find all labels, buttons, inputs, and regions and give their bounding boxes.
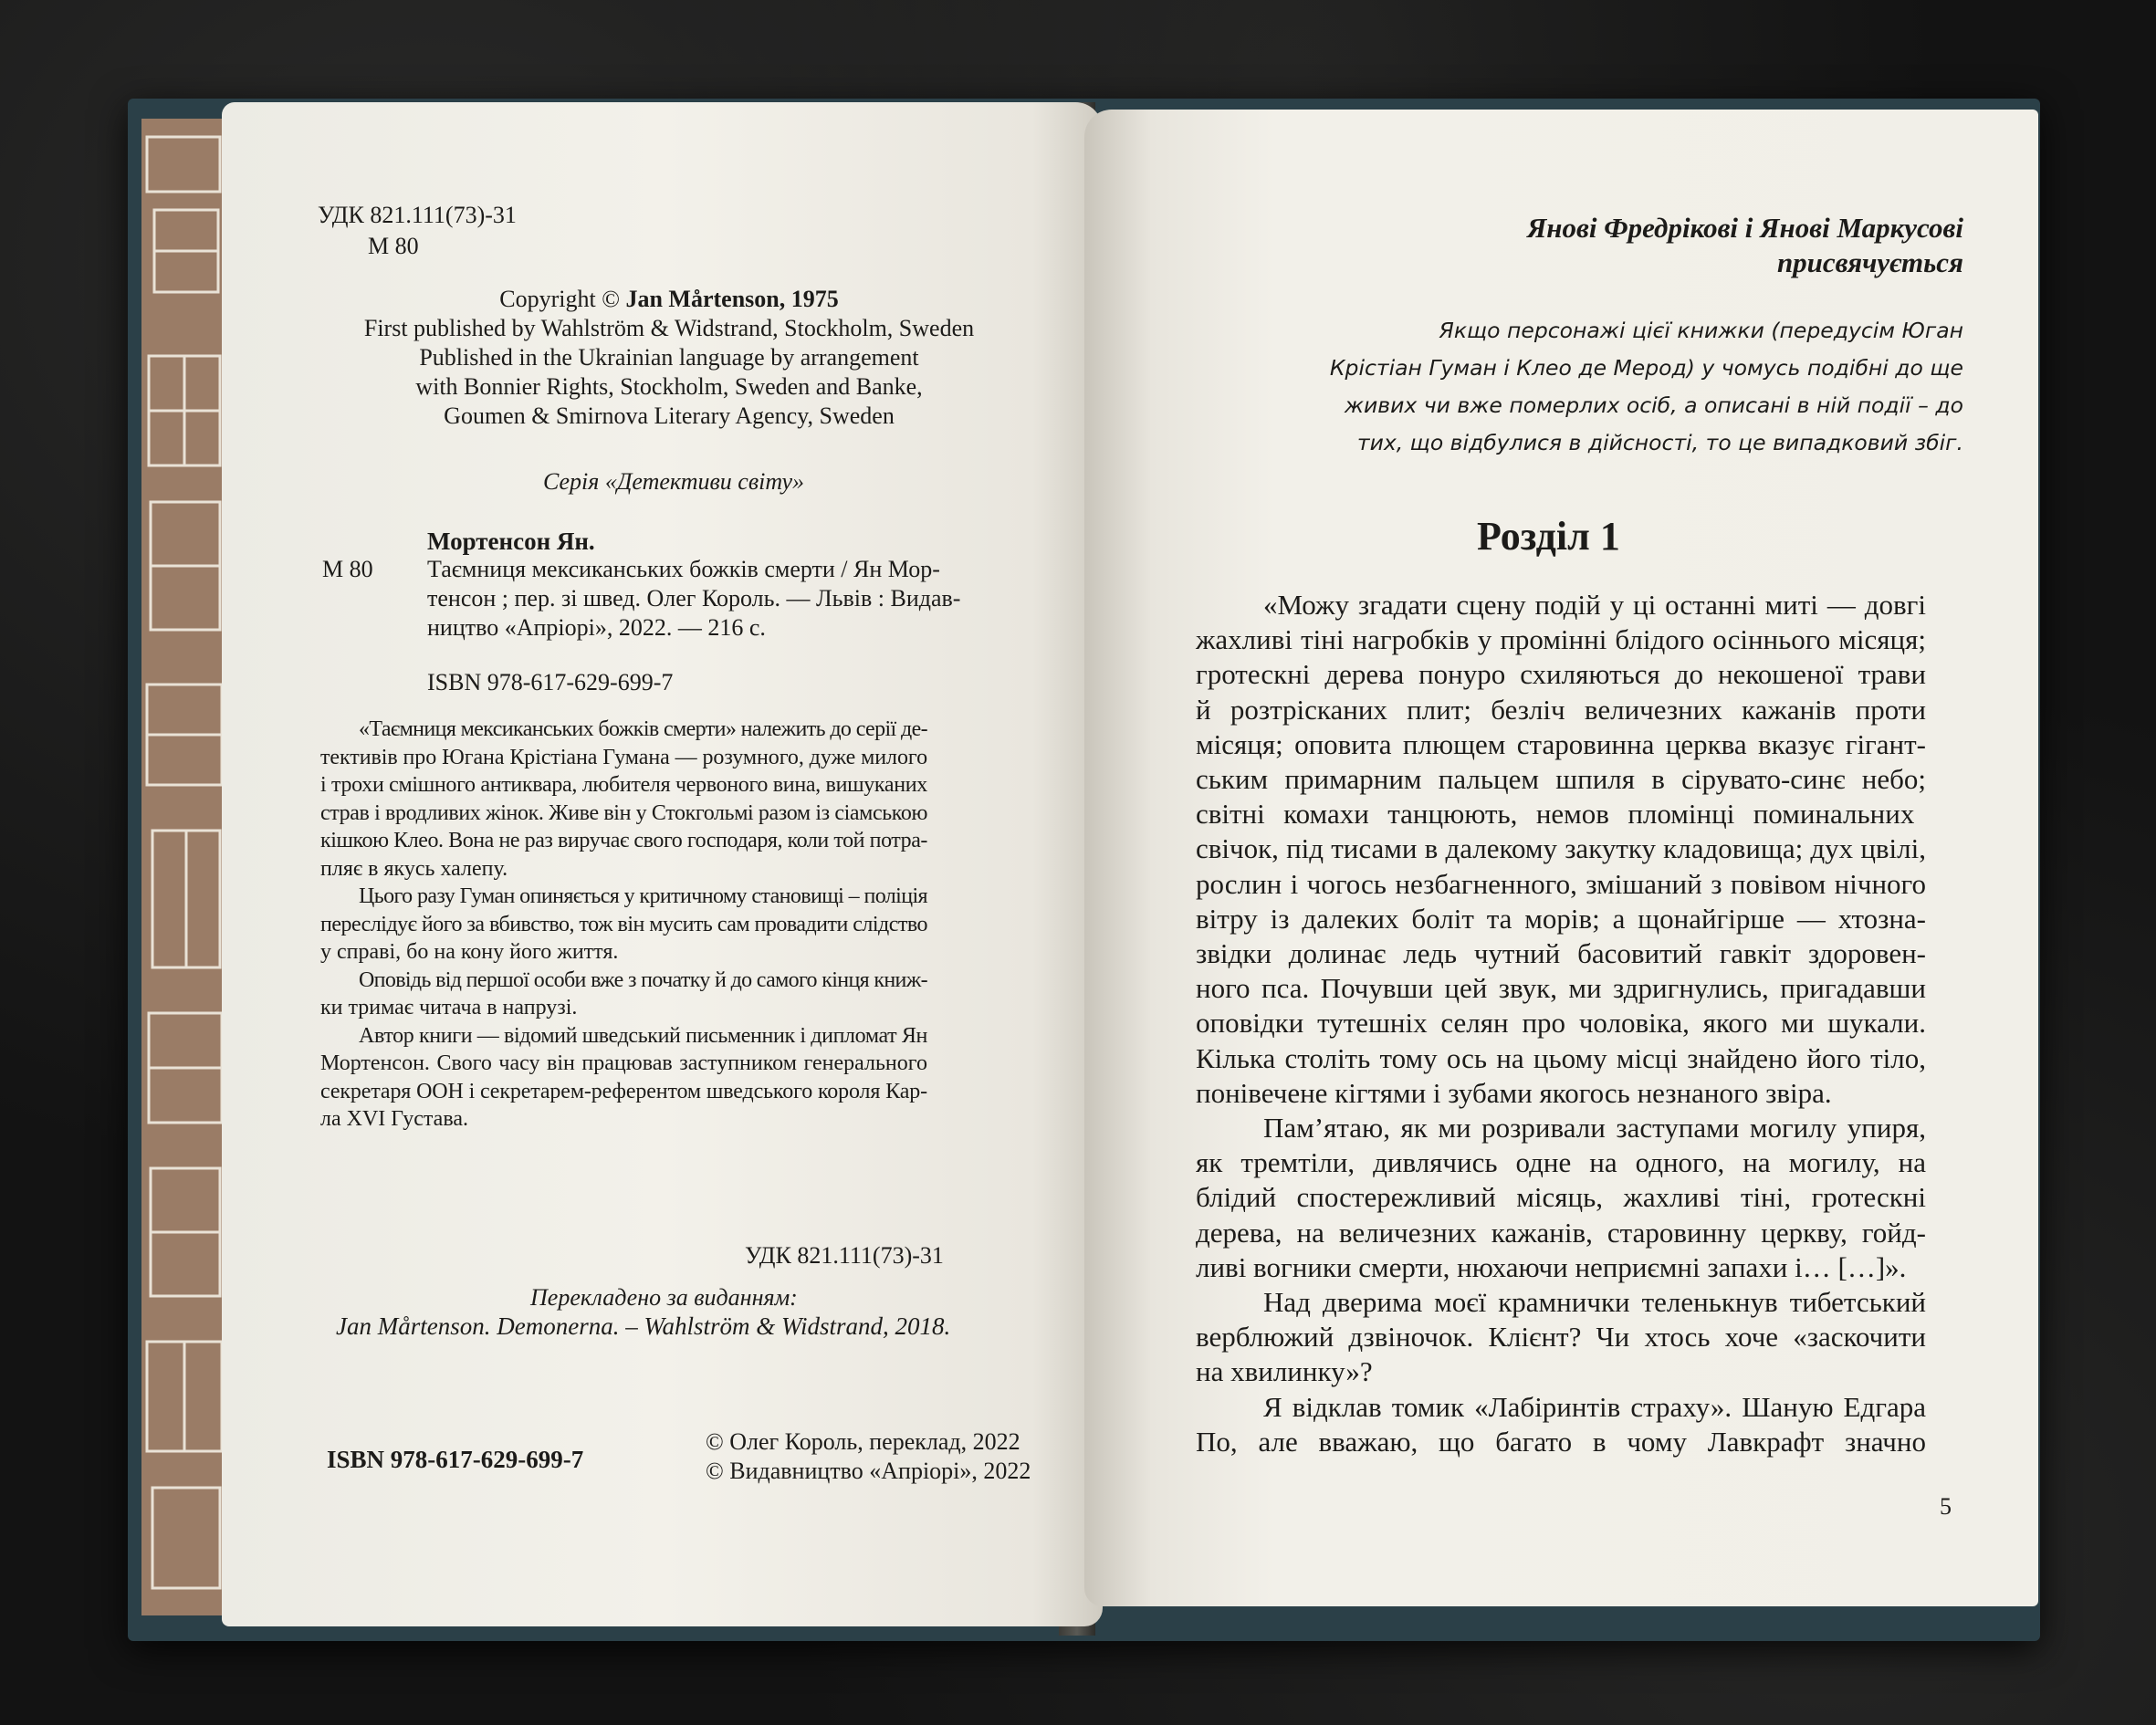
text-line: жахливі тіні нагробків у промінні блідого осіннього місяця; <box>1196 623 1926 656</box>
rights-line: Goumen & Smirnova Literary Agency, Sweden <box>444 402 895 429</box>
text-line: Я відклав томик «Лабіринтів страху». Шаную Едгара <box>1263 1390 1926 1423</box>
original-edition: Jan Mårtenson. Demonerna. – Wahlström & Widstrand, 2018. <box>336 1312 951 1340</box>
text-line: ки тримає читача в напрузі. <box>320 996 578 1019</box>
cover-artwork-strip <box>141 119 228 1615</box>
udk-top: УДК 821.111(73)-31 <box>318 202 517 228</box>
text-line: секретаря ООН і секретарем-референтом шведського короля Кар- <box>320 1079 928 1103</box>
text-line: ським примарним пальцем шпиля в сірувато-синє небо; <box>1196 763 1926 796</box>
disclaimer-line: Крістіан Гуман і Клео де Мерод) у чомусь подібні до ще <box>1329 355 1963 381</box>
cover-window-drawing <box>141 119 228 1615</box>
text-line: у справі, бо на кону його життя. <box>320 940 619 964</box>
right-page-chapter <box>1084 110 2038 1606</box>
text-line: переслідує його за вбивство, тож він мусить сам провадити слідство <box>320 912 927 936</box>
catalog-author: Мортенсон Ян. <box>427 528 595 555</box>
text-line: рослин і чогось незбагненного, змішаний з повівом нічного <box>1196 867 1926 900</box>
text-line: понівечене кігтями і зубами якогось незнаного звіра. <box>1196 1076 1832 1109</box>
dedication-line: присвячується <box>1776 246 1963 278</box>
catalog-code-top: М 80 <box>368 233 419 259</box>
text-line: дерева, на величезних кажанів, старовинну церкву, гойд- <box>1196 1216 1926 1249</box>
text-line: свічок, під тисами в далекому закутку кладовища; дух цвілі, <box>1196 832 1926 865</box>
copyright-holder: Jan Mårtenson, 1975 <box>625 286 839 312</box>
text-line: верблюжий дзвіночок. Клієнт? Чи хтось хоче «заскочити <box>1196 1321 1926 1354</box>
text-line: тективів про Югана Крістіана Гумана — розумного, дуже милого <box>320 745 927 769</box>
text-line: звідки долинає ледь чутний басовитий гавкіт здоровен- <box>1196 937 1926 970</box>
text-line: Кілька століть тому ось на цьому місці знайдено його тіло, <box>1196 1041 1926 1074</box>
text-line: гротескні дерева понуро схиляються до некошеної трави <box>1196 658 1926 691</box>
text-line: ливі вогники смерти, нюхаючи неприємні запахи і… […]». <box>1196 1250 1907 1283</box>
catalog-entry-line: тенсон ; пер. зі швед. Олег Король. — Львів : Видав- <box>427 585 961 612</box>
annotation-text <box>320 716 927 1134</box>
text-line: вітру із далеких боліт та морів; а щонайгірше — хтозна- <box>1196 902 1926 935</box>
text-line: блідий спостережливий місяць, жахливі тіні, гротескні <box>1196 1181 1926 1214</box>
text-line: страв і вродливих жінок. Живе він у Стокгольмі разом із сіамською <box>320 800 928 825</box>
catalog-entry-line: Таємниця мексиканських божків смерти / Ян Мор- <box>427 556 940 582</box>
rights-line: with Bonnier Rights, Stockholm, Sweden and Banke, <box>415 373 923 400</box>
text-line: Мортенсон. Свого часу він працював заступником генерального <box>320 1051 927 1075</box>
rights-line: Published in the Ukrainian language by arrangement <box>419 344 919 371</box>
text-line: Цього разу Гуман опиняється у критичному становищі – поліція <box>359 884 927 908</box>
series-name: Серія «Детективи світу» <box>542 468 805 495</box>
text-line: як тремтіли, дивлячись одне на одного, на могилу, на <box>1196 1146 1926 1179</box>
left-page-imprint <box>222 102 1103 1626</box>
text-line: кішкою Клео. Вона не раз виручає свого господаря, коли той потра- <box>320 829 927 852</box>
catalog-entry-line: ництво «Апріорі», 2022. — 216 с. <box>427 614 766 641</box>
text-line: Оповідь від першої особи вже з початку й до самого кінця книж- <box>359 967 927 992</box>
text-line: По, але вважаю, що багато в чому Лавкрафт значно <box>1196 1425 1926 1458</box>
copyright-prefix: Copyright © <box>499 286 626 312</box>
text-line: «Таємниця мексиканських божків смерти» належить до серії де- <box>359 717 928 741</box>
catalog-code-entry: М 80 <box>322 556 373 582</box>
isbn-entry: ISBN 978-617-629-699-7 <box>427 669 674 695</box>
chapter-title: Розділ 1 <box>1477 514 1620 559</box>
text-line: й розтрісканих плит; безліч величезних кажанів проти <box>1196 693 1926 726</box>
text-line: ного пса. Почувши цей звук, ми здригнулись, пригадавши <box>1196 972 1926 1005</box>
disclaimer-line: Якщо персонажі цієї книжки (передусім Юган <box>1439 318 1963 343</box>
text-line: «Можу згадати сцену подій у ці останні миті — довгі <box>1263 589 1926 621</box>
copyright-line <box>222 285 1116 314</box>
text-line: Над дверима моєї крамнички теленькнув тибетський <box>1263 1286 1926 1319</box>
dedication-line: Янові Фредрікові і Янові Маркусові <box>1526 212 1963 244</box>
text-line: Автор книги — відомий шведський письменник і дипломат Ян <box>359 1023 927 1048</box>
chapter-body-text <box>1196 588 1926 1459</box>
disclaimer-line: живих чи вже померлих осіб, а описані в ній події – до <box>1344 392 1963 418</box>
udk-bottom: УДК 821.111(73)-31 <box>745 1242 944 1269</box>
text-line: на хвилинку»? <box>1196 1355 1373 1388</box>
text-line: пляє в якусь халепу. <box>320 856 508 881</box>
page-number: 5 <box>1940 1493 1952 1520</box>
rights-line: First published by Wahlström & Widstrand, Stockholm, Sweden <box>363 315 975 341</box>
disclaimer-line: тих, що відбулися в дійсності, то це випадковий збіг. <box>1356 430 1963 455</box>
text-line: місяця; оповита плющем старовинна церква вказує гігант- <box>1196 727 1926 760</box>
translated-from-label: Перекладено за виданням: <box>530 1284 798 1311</box>
copyright-translation: © Олег Король, переклад, 2022 <box>706 1428 1020 1455</box>
text-line: ла XVI Густава. <box>320 1107 468 1131</box>
isbn-bottom: ISBN 978-617-629-699-7 <box>327 1446 584 1473</box>
copyright-publisher: © Видавництво «Апріорі», 2022 <box>706 1458 1031 1484</box>
text-line: оповідки тутешніх селян про чоловіка, якого ми шукали. <box>1196 1007 1926 1040</box>
text-line: і трохи смішного антиквара, любителя червоного вина, вишуканих <box>320 773 927 797</box>
text-line: світні комахи танцюють, немов пломінці поминальних <box>1196 798 1915 831</box>
text-line: Пам’ятаю, як ми розривали заступами могилу упиря, <box>1263 1112 1926 1145</box>
